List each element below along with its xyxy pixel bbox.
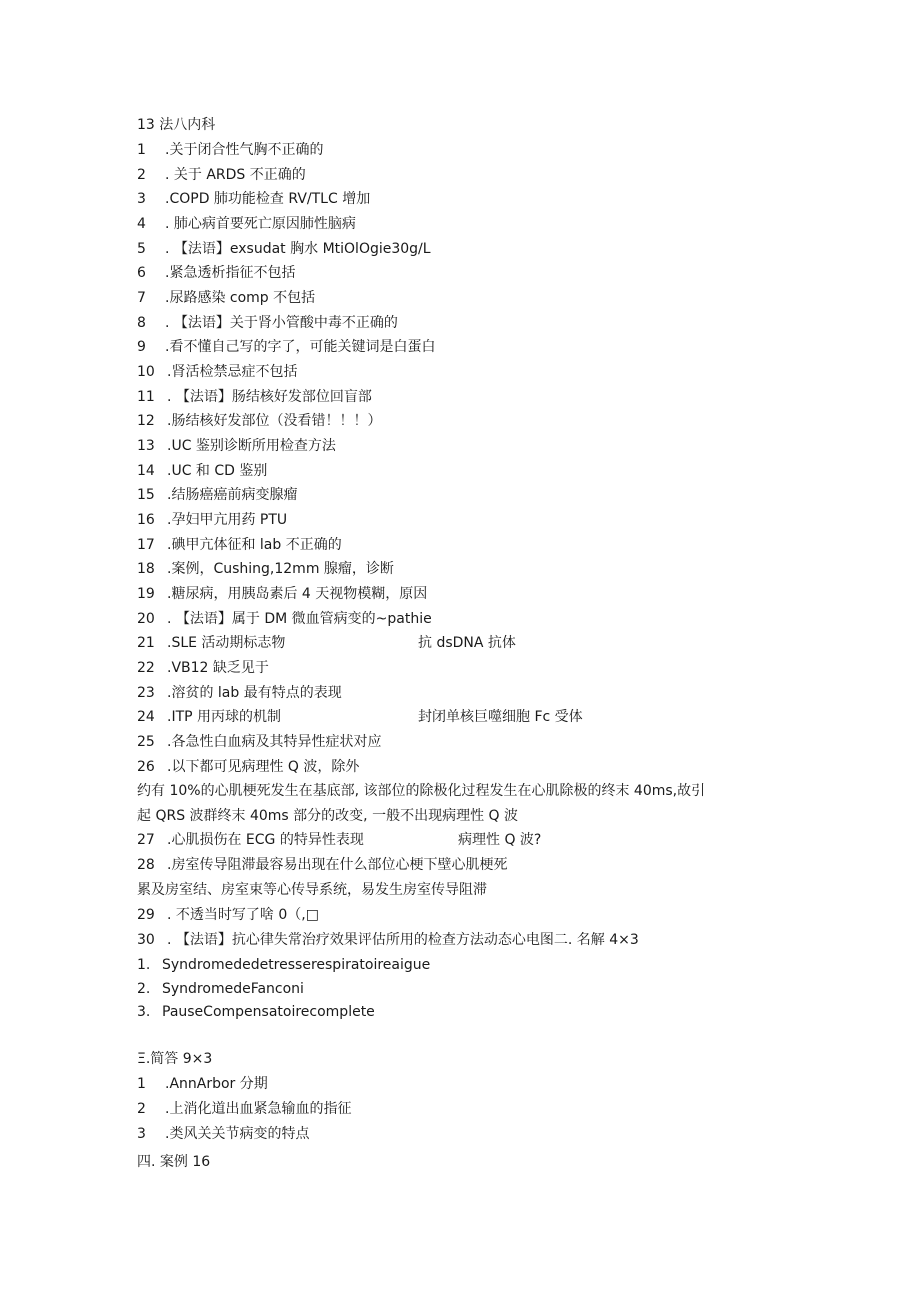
list-item: 29 . 不透当时写了啥 0（,□ <box>137 907 319 923</box>
list-item: 15 .结肠癌癌前病变腺瘤 <box>137 487 298 503</box>
list-item: 30 . 【法语】抗心律失常治疗效果评估所用的检查方法动态心电图二. 名解 4×3 <box>137 932 639 948</box>
answer-text: 病理性 Q 波? <box>458 832 542 848</box>
list-item: 13 .UC 鉴别诊断所用检查方法 <box>137 438 336 454</box>
paragraph: 约有 10%的心肌梗死发生在基底部, 该部位的除极化过程发生在心肌除极的终末 40ms,故引 <box>137 783 706 799</box>
list-item: 3 .类风关关节病变的特点 <box>137 1126 310 1142</box>
section-heading: Ξ.简答 9×3 <box>137 1051 213 1067</box>
list-item: 14 .UC 和 CD 鉴别 <box>137 463 268 479</box>
list-item: 18 .案例，Cushing,12mm 腺瘤，诊断 <box>137 561 394 577</box>
paragraph: 累及房室结、房室束等心传导系统，易发生房室传导阻滞 <box>137 882 487 898</box>
list-item: 3 .COPD 肺功能检查 RV/TLC 增加 <box>137 191 371 207</box>
list-item: 28 .房室传导阻滞最容易出现在什么部位心梗下壁心肌梗死 <box>137 857 508 873</box>
page-title: 13 法八内科 <box>137 117 216 133</box>
list-item: 24 .ITP 用丙球的机制 <box>137 709 282 725</box>
list-item: 1 .AnnArbor 分期 <box>137 1076 268 1092</box>
definition-item: 1. Syndromededetresserespiratoireaigue <box>137 957 431 973</box>
list-item: 11 . 【法语】肠结核好发部位回盲部 <box>137 389 372 405</box>
list-item: 2 . 关于 ARDS 不正确的 <box>137 167 306 183</box>
list-item: 6 .紧急透析指征不包括 <box>137 265 296 281</box>
list-item: 5 . 【法语】exsudat 胸水 MtiOlOgie30g∕L <box>137 241 431 257</box>
list-item: 2 .上消化道出血紧急输血的指征 <box>137 1101 352 1117</box>
list-item: 25 .各急性白血病及其特异性症状对应 <box>137 734 382 750</box>
paragraph: 起 QRS 波群终末 40ms 部分的改变, 一般不出现病理性 Q 波 <box>137 808 518 824</box>
list-item: 4 . 肺心病首要死亡原因肺性脑病 <box>137 216 356 232</box>
answer-text: 封闭单核巨噬细胞 Fc 受体 <box>418 709 583 725</box>
list-item: 12 .肠结核好发部位（没看错！！！） <box>137 413 382 429</box>
list-item: 16 .孕妇甲亢用药 PTU <box>137 512 288 528</box>
list-item: 27 .心肌损伤在 ECG 的特异性表现 <box>137 832 364 848</box>
list-item: 21 .SLE 活动期标志物 <box>137 635 286 651</box>
answer-text: 抗 dsDNA 抗体 <box>418 635 516 651</box>
list-item: 17 .碘甲亢体征和 lab 不正确的 <box>137 537 342 553</box>
definition-item: 2. SyndromedeFanconi <box>137 981 304 997</box>
list-item: 22 .VB12 缺乏见于 <box>137 660 269 676</box>
definition-item: 3. PauseCompensatoirecomplete <box>137 1004 375 1020</box>
section-heading: 四. 案例 16 <box>137 1154 211 1170</box>
list-item: 8 . 【法语】关于肾小管酸中毒不正确的 <box>137 315 398 331</box>
list-item: 10 .肾活检禁忌症不包括 <box>137 364 298 380</box>
list-item: 20 . 【法语】属于 DM 微血管病变的~pathie <box>137 611 432 627</box>
list-item: 26 .以下都可见病理性 Q 波，除外 <box>137 759 360 775</box>
list-item: 1 .关于闭合性气胸不正确的 <box>137 142 324 158</box>
list-item: 7 .尿路感染 comp 不包括 <box>137 290 316 306</box>
list-item: 23 .溶贫的 lab 最有特点的表现 <box>137 685 342 701</box>
list-item: 19 .糖尿病，用胰岛素后 4 天视物模糊，原因 <box>137 586 428 602</box>
list-item: 9 .看不懂自己写的字了，可能关键词是白蛋白 <box>137 339 436 355</box>
